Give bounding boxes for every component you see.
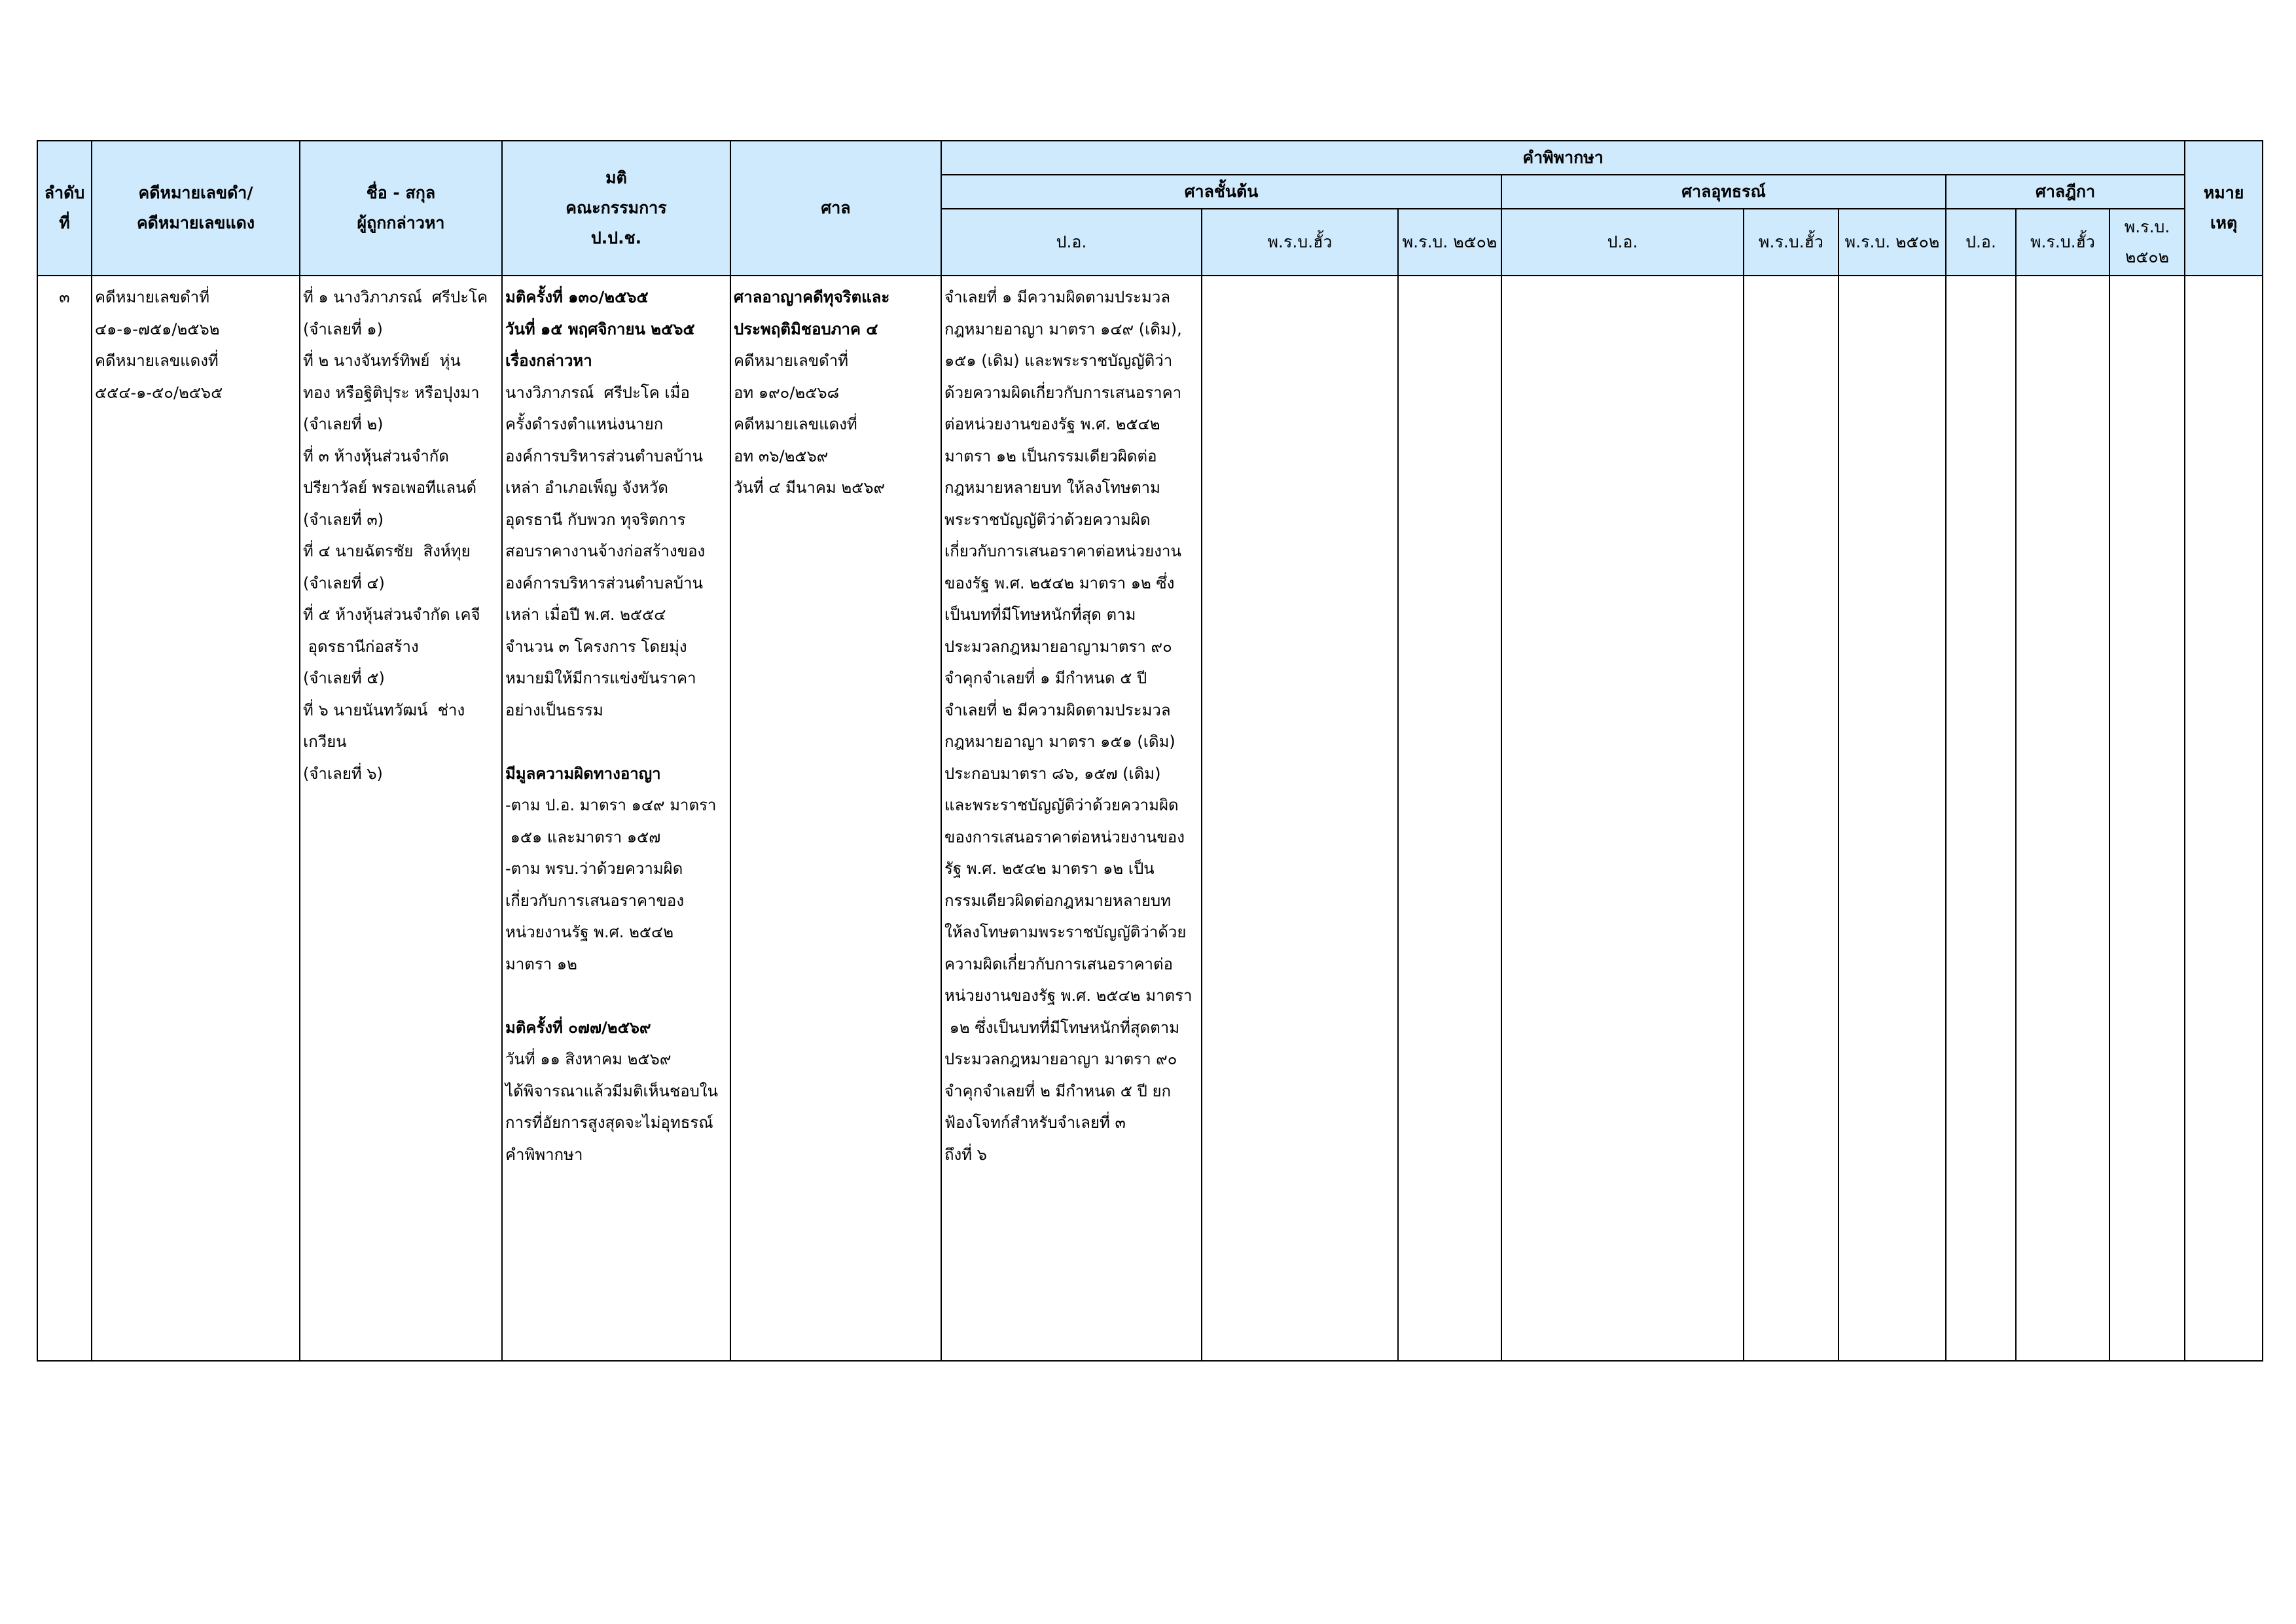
row-judgment-first-prb-bid — [1202, 276, 1398, 1361]
judgment-line: ๑๒ ซึ่งเป็นบทที่มีโทษหนักที่สุดตาม — [944, 1018, 1180, 1037]
header-court-appeal: ศาลอุทธรณ์ — [1501, 175, 1946, 209]
header-court-supreme: ศาลฎีกา — [1946, 175, 2185, 209]
accused-line: ที่ ๓ ห้างหุ้นส่วนจำกัด — [303, 446, 449, 465]
row-judgment-first-prb-2502 — [1398, 276, 1501, 1361]
accused-line: ปรียาวัลย์ พรอเพอทีแลนด์ — [303, 478, 477, 497]
accused-line: (จำเลยที่ ๒) — [303, 415, 384, 433]
judgment-line: มาตรา ๑๒ เป็นกรรมเดียวผิดต่อ — [944, 446, 1157, 465]
resolution-line: นางวิภาภรณ์ ศรีปะโค เมื่อ — [505, 383, 690, 402]
court-line: คดีหมายเลขแดงที่ — [734, 415, 857, 433]
judgment-line: เป็นบทที่มีโทษหนักที่สุด ตาม — [944, 605, 1136, 624]
judgment-line: ความผิดเกี่ยวกับการเสนอราคาต่อ — [944, 954, 1173, 973]
resolution-line: จำนวน ๓ โครงการ โดยมุ่ง — [505, 637, 687, 656]
resolution-line: มาตรา ๑๒ — [505, 954, 577, 973]
row-remark — [2185, 276, 2263, 1361]
judgment-line: และพระราชบัญญัติว่าด้วยความผิด — [944, 796, 1179, 814]
header-resolution: มติ คณะกรรมการ ป.ป.ช. — [502, 141, 730, 276]
judgment-table — [37, 140, 2263, 1362]
row-judgment-first-po — [941, 276, 1202, 1361]
judgment-line: จำคุกจำเลยที่ ๒ มีกำหนด ๕ ปี ยก — [944, 1081, 1172, 1100]
row-case-numbers: คดีหมายเลขดำที่ ๔๑-๑-๗๕๑/๒๕๖๒ คดีหมายเลขแดงที่ ๕๕๔-๑-๕๐/๒๕๖๕ — [92, 276, 300, 1361]
header-supreme-prb-2502: พ.ร.บ. ๒๕๐๒ — [2109, 209, 2185, 276]
judgment-line: ของการเสนอราคาต่อหน่วยงานของ — [944, 827, 1185, 846]
accused-line: (จำเลยที่ ๖) — [303, 764, 383, 783]
resolution-line: เหล่า เมื่อปี พ.ศ. ๒๕๕๔ — [505, 605, 666, 624]
row-resolution: มติครั้งที่ ๑๓๐/๒๕๖๕ วันที่ ๑๕ พฤศจิกายน ๒๕๖๕ เรื่องกล่าวหา นางวิภาภรณ์ ศรีปะโค เมื่อ ครั้งดำรงตำแหน่งนายก องค์การบริหารส่วนตำบลบ้าน เหล่า อำเภอเพ็ญ จังหวัด อุดรธานี กับพวก ทุจริตการ สอบราคางานจ้างก่อสร้างของ องค์การบริหารส่วนตำบลบ้าน เหล่า เมื่อปี พ.ศ. ๒๕๕๔ จำนวน ๓ โครงการ โดยมุ่ง หมายมิให้มีการแข่งขันราคา อย่างเป็นธรรม มีมูลความผิดทางอาญา -ตาม ป.อ. มาตรา ๑๔๙ มาตรา ๑๕๑ และมาตรา ๑๕๗ -ตาม พรบ.ว่าด้วยความผิด เกี่ยวกับการเสนอราคาของ หน่วยงานรัฐ พ.ศ. ๒๕๔๒ มาตรา ๑๒ มติครั้งที่ ๐๗๗/๒๕๖๙ วันที่ ๑๑ สิงหาคม ๒๕๖๙ ได้พิจารณาแล้วมีมติเห็นชอบใน การที่อัยการสูงสุดจะไม่อุทธรณ์ คำพิพากษา — [502, 276, 730, 1361]
accused-line: (จำเลยที่ ๓) — [303, 510, 384, 529]
header-court-first: ศาลชั้นต้น — [941, 175, 1501, 209]
judgment-line: กรรมเดียวผิดต่อกฎหมายหลายบท — [944, 891, 1172, 910]
header-appeal-prb-bid: พ.ร.บ.ฮั้ว — [1744, 209, 1839, 276]
judgment-line: พระราชบัญญัติว่าด้วยความผิด — [944, 510, 1151, 529]
court-line: อท ๑๙๐/๒๕๖๘ — [734, 383, 840, 402]
row-court: ศาลอาญาคดีทุจริตและ ประพฤติมิชอบภาค ๔ คดีหมายเลขดำที่ อท ๑๙๐/๒๕๖๘ คดีหมายเลขแดงที่ อท ๓๖/๒๕๖๙ วันที่ ๔ มีนาคม ๒๕๖๙ — [730, 276, 941, 1361]
header-no: ลำดับ ที่ — [37, 141, 92, 276]
accused-line: ที่ ๕ ห้างหุ้นส่วนจำกัด เคจี — [303, 605, 480, 624]
judgment-line: รัฐ พ.ศ. ๒๕๔๒ มาตรา ๑๒ เป็น — [944, 859, 1155, 878]
resolution-line: หมายมิให้มีการแข่งขันราคา — [505, 669, 696, 687]
court-line: วันที่ ๔ มีนาคม ๒๕๖๙ — [734, 478, 886, 497]
header-first-prb-bid: พ.ร.บ.ฮั้ว — [1202, 209, 1398, 276]
resolution-line: การที่อัยการสูงสุดจะไม่อุทธรณ์ — [505, 1113, 713, 1132]
resolution-line: สอบราคางานจ้างก่อสร้างของ — [505, 542, 706, 560]
table-row — [37, 276, 2263, 1361]
header-first-prb-2502: พ.ร.บ. ๒๕๐๒ — [1398, 209, 1501, 276]
accused-line: ที่ ๔ นายฉัตรชัย สิงห์ทุย — [303, 542, 471, 560]
row-judgment-supreme-po — [1946, 276, 2016, 1361]
resolution-line: องค์การบริหารส่วนตำบลบ้าน — [505, 446, 704, 465]
resolution-line: หน่วยงานรัฐ พ.ศ. ๒๕๔๒ — [505, 923, 674, 941]
header-judgment: คำพิพากษา — [941, 141, 2185, 175]
judgment-line: กฎหมายอาญา มาตรา ๑๕๑ (เดิม) — [944, 732, 1175, 751]
accused-line: (จำเลยที่ ๕) — [303, 669, 385, 687]
judgment-line: ของรัฐ พ.ศ. ๒๕๔๒ มาตรา ๑๒ ซึ่ง — [944, 573, 1175, 592]
resolution-line: เกี่ยวกับการเสนอราคาของ — [505, 891, 685, 910]
judgment-line: กฎหมายหลายบท ให้ลงโทษตาม — [944, 478, 1160, 497]
judgment-line: ต่อหน่วยงานของรัฐ พ.ศ. ๒๕๔๒ — [944, 415, 1160, 433]
header-appeal-po: ป.อ. — [1501, 209, 1744, 276]
resolution-line: อย่างเป็นธรรม — [505, 700, 603, 719]
header-first-po: ป.อ. — [941, 209, 1202, 276]
judgment-line: ฟ้องโจทก์สำหรับจำเลยที่ ๓ — [944, 1113, 1126, 1132]
accused-line: เกวียน — [303, 732, 347, 751]
header-name: ชื่อ - สกุล ผู้ถูกกล่าวหา — [300, 141, 502, 276]
judgment-line: หน่วยงานของรัฐ พ.ศ. ๒๕๔๒ มาตรา — [944, 986, 1193, 1005]
row-judgment-appeal-po — [1501, 276, 1744, 1361]
judgment-line: กฎหมายอาญา มาตรา ๑๔๙ (เดิม), — [944, 319, 1182, 338]
row-judgment-supreme-prb-bid — [2016, 276, 2109, 1361]
judgment-line: จำคุกจำเลยที่ ๑ มีกำหนด ๕ ปี — [944, 669, 1147, 687]
table-header — [37, 141, 2263, 276]
resolution-line: ๑๕๑ และมาตรา ๑๕๗ — [505, 827, 661, 846]
resolution-line: -ตาม ป.อ. มาตรา ๑๔๙ มาตรา — [505, 796, 717, 814]
court-line: อท ๓๖/๒๕๖๙ — [734, 446, 829, 465]
resolution-line: คำพิพากษา — [505, 1145, 583, 1164]
resolution-line: ได้พิจารณาแล้วมีมติเห็นชอบใน — [505, 1081, 719, 1100]
resolution-line: ครั้งดำรงตำแหน่งนายก — [505, 415, 664, 433]
resolution-line: อุดรธานี กับพวก ทุจริตการ — [505, 510, 686, 529]
resolution-line: -ตาม พรบ.ว่าด้วยความผิด — [505, 859, 683, 878]
judgment-line: ประกอบมาตรา ๘๖, ๑๕๗ (เดิม) — [944, 764, 1161, 783]
judgment-line: ให้ลงโทษตามพระราชบัญญัติว่าด้วย — [944, 923, 1187, 941]
judgment-line: ประมวลกฎหมายอาญา มาตรา ๙๐ — [944, 1050, 1177, 1068]
resolution-line: องค์การบริหารส่วนตำบลบ้าน — [505, 573, 704, 592]
judgment-line: ด้วยความผิดเกี่ยวกับการเสนอราคา — [944, 383, 1182, 402]
row-judgment-supreme-prb-2502 — [2109, 276, 2185, 1361]
judgment-line: ประมวลกฎหมายอาญามาตรา ๙๐ — [944, 637, 1172, 656]
resolution-line: เหล่า อำเภอเพ็ญ จังหวัด — [505, 478, 668, 497]
header-appeal-prb-2502: พ.ร.บ. ๒๕๐๒ — [1839, 209, 1946, 276]
accused-line: ที่ ๖ นายนันทวัฒน์ ช่าง — [303, 700, 465, 719]
accused-line: ที่ ๒ นางจันทร์ทิพย์ หุ่น — [303, 352, 461, 370]
header-supreme-po: ป.อ. — [1946, 209, 2016, 276]
accused-line: (จำเลยที่ ๑) — [303, 319, 383, 338]
judgment-line: เกี่ยวกับการเสนอราคาต่อหน่วยงาน — [944, 542, 1181, 560]
row-accused-names — [300, 276, 502, 1361]
judgment-line: จำเลยที่ ๑ มีความผิดตามประมวล — [944, 288, 1171, 306]
row-judgment-appeal-prb-2502 — [1839, 276, 1946, 1361]
accused-line: ทอง หรือฐิติปุระ หรือปุงมา — [303, 383, 480, 402]
row-judgment-appeal-prb-bid — [1744, 276, 1839, 1361]
judgment-line: ถึงที่ ๖ — [944, 1145, 987, 1164]
accused-line: อุดรธานีก่อสร้าง — [303, 637, 419, 656]
header-remark: หมาย เหตุ — [2185, 141, 2263, 276]
judgment-line: จำเลยที่ ๒ มีความผิดตามประมวล — [944, 700, 1171, 719]
resolution-line: วันที่ ๑๑ สิงหาคม ๒๕๖๙ — [505, 1050, 672, 1068]
accused-line: ที่ ๑ นางวิภาภรณ์ ศรีปะโค — [303, 288, 488, 306]
header-court: ศาล — [730, 141, 941, 276]
header-case: คดีหมายเลขดำ/ คดีหมายเลขแดง — [92, 141, 300, 276]
court-line: คดีหมายเลขดำที่ — [734, 352, 849, 370]
row-no: ๓ — [37, 276, 92, 1361]
header-supreme-prb-bid: พ.ร.บ.ฮั้ว — [2016, 209, 2109, 276]
judgment-line: ๑๕๑ (เดิม) และพระราชบัญญัติว่า — [944, 352, 1173, 370]
accused-line: (จำเลยที่ ๔) — [303, 573, 385, 592]
